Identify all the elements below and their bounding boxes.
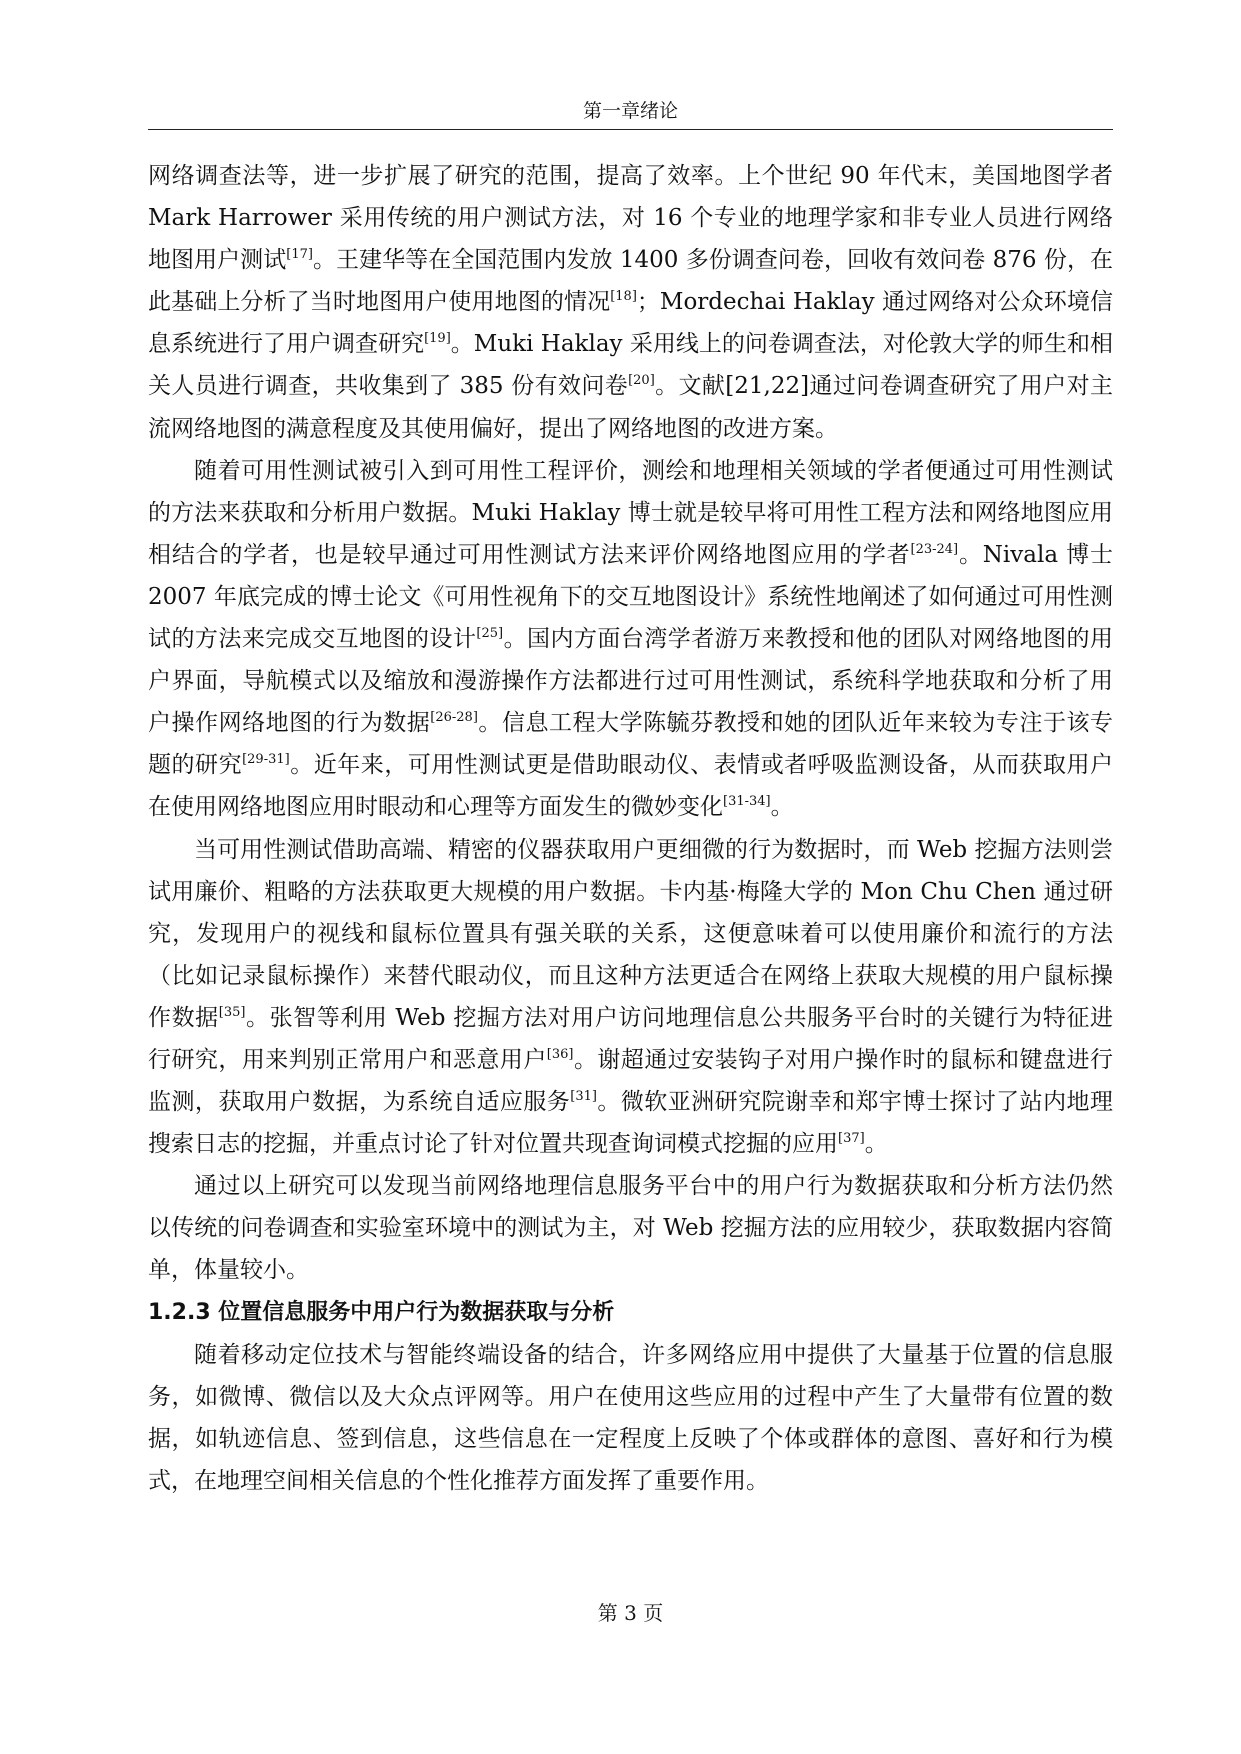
text-run: 。文献[21,22]通过问卷调查研究了用户对主流网络地图的满意程度及其使用偏好，提出了网络地图的改进方案。 bbox=[148, 373, 1113, 442]
text-run: 。近年来，可用性测试更是借助眼动仪、表情或者呼吸监测设备，从而获取用户在使用网络地图应用时眼动和心理等方面发生的微妙变化 bbox=[148, 752, 1114, 821]
page-body bbox=[148, 155, 1113, 1502]
citation-ref: [19] bbox=[424, 331, 451, 347]
text-run: 。微软亚洲研究院谢幸和郑宇博士探讨了站内地理搜索日志的挖掘，并重点讨论了针对位置共现查询词模式挖掘的应用 bbox=[148, 1089, 1114, 1158]
citation-ref: [18] bbox=[610, 289, 637, 305]
citation-ref: [20] bbox=[628, 373, 655, 389]
text-run: 。Nivala 博士 2007 年底完成的博士论文《可用性视角下的交互地图设计》系统性地阐述了如何通过可用性测试的方法来完成交互地图的设计 bbox=[148, 541, 1114, 653]
paragraphs-after-heading bbox=[148, 1334, 1113, 1502]
citation-ref: [26-28] bbox=[430, 710, 478, 726]
section-heading: 1.2.3 位置信息服务中用户行为数据获取与分析 bbox=[148, 1299, 615, 1325]
text-run: 。谢超通过安装钩子对用户操作时的鼠标和键盘进行监测，获取用户数据，为系统自适应服务 bbox=[148, 1046, 1114, 1116]
text-run: 。王建华等在全国范围内发放 1400 多份调查问卷，回收有效问卷 876 份，在此基础上分析了当时地图用户使用地图的情况 bbox=[148, 247, 1113, 316]
paragraph-p5 bbox=[148, 1334, 1113, 1502]
paragraph-p4 bbox=[148, 1165, 1113, 1291]
text-run: ；Mordechai Haklay 通过网络对公众环境信息系统进行了用户调查研究 bbox=[148, 289, 1114, 358]
citation-ref: [37] bbox=[838, 1131, 865, 1147]
paragraphs-before-heading bbox=[148, 155, 1113, 1292]
page-number: 第 3 页 bbox=[597, 1601, 664, 1625]
text-run: 随着可用性测试被引入到可用性工程评价，测绘和地理相关领域的学者便通过可用性测试的方法来获取和分析用户数据。Muki Haklay 博士就是较早将可用性工程方法和网络地图应用相结合的学者，也是较早通过可用性测试方法来评价网络地图应用的学者 bbox=[148, 457, 1113, 568]
citation-ref: [25] bbox=[476, 626, 504, 642]
paragraph-p2 bbox=[148, 450, 1113, 829]
text-run: 通过以上研究可以发现当前网络地理信息服务平台中的用户行为数据获取和分析方法仍然以传统的问卷调查和实验室环境中的测试为主，对 Web 挖掘方法的应用较少，获取数据内容简单，体量较小。 bbox=[148, 1173, 1113, 1284]
citation-ref: [35] bbox=[218, 1004, 246, 1020]
text-run: 当可用性测试借助高端、精密的仪器获取用户更细微的行为数据时，而 Web 挖掘方法则尝试用廉价、粗略的方法获取更大规模的用户数据。卡内基·梅隆大学的 Mon Chu Chen 通过研究，发现用户的视线和鼠标位置具有强关联的关系，这便意味着可以使用廉价和流行的方法（比如记录鼠标操作）来替代眼动仪，而且这种方法更适合在网络上获取大规模的用户鼠标操作数据 bbox=[148, 836, 1113, 1031]
text-run: 。 bbox=[864, 1131, 888, 1158]
citation-ref: [17] bbox=[286, 247, 313, 263]
citation-ref: [23-24] bbox=[910, 541, 959, 557]
paragraph-p1 bbox=[148, 155, 1113, 450]
text-run: 随着移动定位技术与智能终端设备的结合，许多网络应用中提供了大量基于位置的信息服务，如微博、微信以及大众点评网等。用户在使用这些应用的过程中产生了大量带有位置的数据，如轨迹信息、签到信息，这些信息在一定程度上反映了个体或群体的意图、喜好和行为模式，在地理空间相关信息的个性化推荐方面发挥了重要作用。 bbox=[148, 1341, 1113, 1494]
text-run: 。 bbox=[770, 794, 794, 821]
citation-ref: [29-31] bbox=[242, 752, 290, 768]
citation-ref: [31] bbox=[570, 1089, 597, 1105]
running-header: 第一章绪论 bbox=[148, 96, 1113, 130]
text-run: 。信息工程大学陈毓芬教授和她的团队近年来较为专注于该专题的研究 bbox=[148, 710, 1114, 779]
text-run: 。张智等利用 Web 挖掘方法对用户访问地理信息公共服务平台时的关键行为特征进行研究，用来判别正常用户和恶意用户 bbox=[148, 1004, 1114, 1073]
citation-ref: [31-34] bbox=[723, 794, 771, 810]
text-run: 。国内方面台湾学者游万来教授和他的团队对网络地图的用户界面，导航模式以及缩放和漫游操作方法都进行过可用性测试，系统科学地获取和分析了用户操作网络地图的行为数据 bbox=[148, 626, 1114, 737]
paragraph-p3 bbox=[148, 829, 1113, 1166]
citation-ref: [36] bbox=[546, 1046, 574, 1062]
text-run: 网络调查法等，进一步扩展了研究的范围，提高了效率。上个世纪 90 年代末，美国地图学者 Mark Harrower 采用传统的用户测试方法，对 16 个专业的地理学家和非专业人员进行网络地图用户测试 bbox=[148, 163, 1113, 274]
text-run: 。Muki Haklay 采用线上的问卷调查法，对伦敦大学的师生和相关人员进行调查，共收集到了 385 份有效问卷 bbox=[148, 331, 1113, 400]
